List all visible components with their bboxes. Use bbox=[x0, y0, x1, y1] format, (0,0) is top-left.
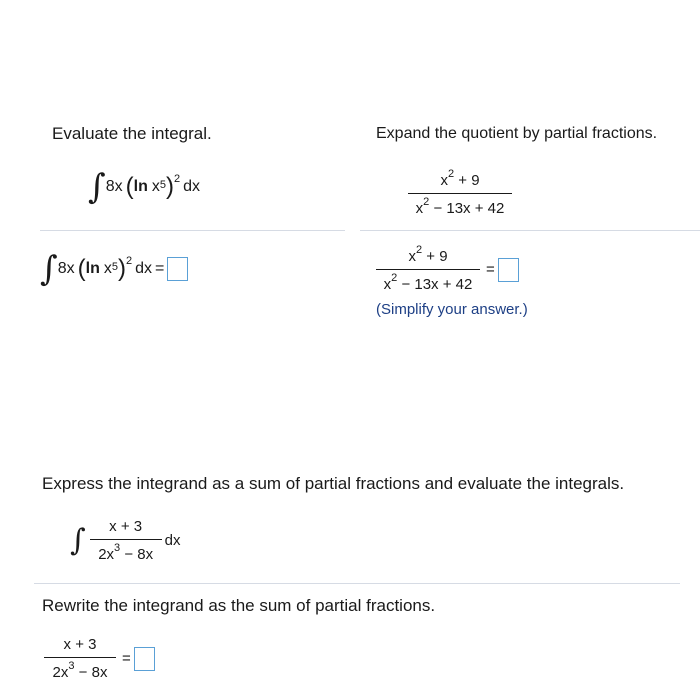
integral-symbol: ∫ bbox=[70, 522, 86, 558]
left-answer-expression: ∫ 8x ( ln x $^5$ ) $^2$ dx = bbox=[40, 252, 188, 286]
integral-symbol: ∫ bbox=[40, 249, 58, 289]
left-answer-input[interactable] bbox=[167, 257, 188, 281]
ln-label: ln bbox=[85, 260, 100, 277]
simplify-hint: (Simplify your answer.) bbox=[376, 301, 528, 318]
fraction-bar bbox=[44, 657, 116, 658]
right-answer-expression: $\frac{x^2 + 9}{x^2 - 13x + 42}$ = bbox=[376, 246, 519, 293]
bottom-answer-expression: $\frac{x + 3}{2x^3 - 8x}$ = bbox=[44, 636, 155, 681]
differential: dx bbox=[164, 532, 181, 549]
bottom-prompt: Express the integrand as a sum of partial fractions and evaluate the integrals. bbox=[42, 474, 625, 493]
right-prompt: Expand the quotient by partial fractions. bbox=[376, 125, 658, 142]
quotient-denominator: $x^2 - 13x + 42$ bbox=[415, 196, 505, 217]
integrand-numerator: x + 3 bbox=[109, 518, 143, 535]
bottom-divider bbox=[34, 583, 680, 584]
integrand-denominator: $2x^3 - 8x$ bbox=[52, 660, 108, 681]
left-integral-expression: ∫ 8x ( ln x $^5$ ) $^2$ dx bbox=[88, 167, 200, 207]
differential: dx bbox=[183, 178, 200, 195]
quotient-numerator: $x^2 + 9$ bbox=[408, 244, 448, 265]
quotient-denominator: $x^2 - 13x + 42$ bbox=[383, 272, 473, 293]
bottom-integral-expression bbox=[70, 518, 180, 563]
left-divider bbox=[40, 230, 345, 231]
quotient-numerator: $x^2 + 9$ bbox=[440, 168, 480, 189]
fraction-bar bbox=[90, 539, 162, 540]
ln-label: ln bbox=[133, 178, 148, 195]
left-prompt: Evaluate the integral. bbox=[52, 124, 212, 143]
integral-symbol: ∫ bbox=[88, 167, 106, 207]
integrand-coefficient: 8x bbox=[105, 178, 123, 195]
bottom-sub-prompt: Rewrite the integrand as the sum of partial fractions. bbox=[42, 596, 436, 615]
fraction-bar bbox=[408, 193, 512, 194]
bottom-answer-input[interactable] bbox=[134, 647, 155, 671]
right-quotient bbox=[408, 170, 512, 217]
right-divider bbox=[360, 230, 700, 231]
right-answer-input[interactable] bbox=[498, 258, 519, 282]
integrand-denominator: $2x^3 - 8x$ bbox=[98, 542, 154, 563]
fraction-bar bbox=[376, 269, 480, 270]
integrand-numerator: x + 3 bbox=[63, 636, 97, 653]
